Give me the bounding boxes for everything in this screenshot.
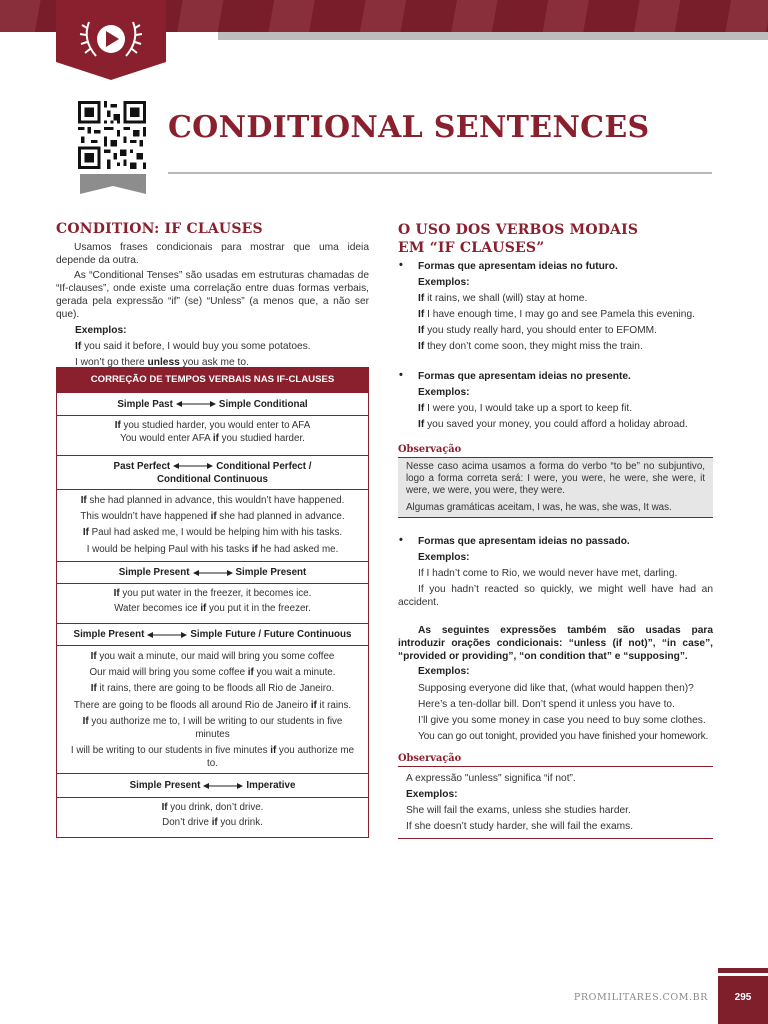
- section-heading: CONDITION: IF CLAUSES: [56, 221, 263, 237]
- double-arrow-icon: [176, 401, 216, 407]
- table-subheader: Simple Past Simple Conditional: [57, 392, 368, 415]
- example-line: If she doesn’t study harder, she will fail the exams.: [406, 821, 634, 832]
- intro-paragraph-1: Usamos frases condicionais para mostrar que uma ideia depende da outra.: [56, 242, 369, 266]
- table-row: If you put water in the freezer, it becomes ice. Water becomes ice if you put it in the freezer.: [57, 583, 368, 623]
- footer-website[interactable]: PROMILITARES.COM.BR: [573, 992, 708, 1003]
- observation-box: [398, 457, 713, 518]
- table-subheader: Simple Present Simple Present: [57, 561, 368, 583]
- example-line: I won’t go there unless you ask me to.: [75, 357, 249, 368]
- table-subheader: Past Perfect Conditional Perfect / Conditional Continuous: [57, 455, 368, 489]
- example-line: If you saved your money, you could afford a holiday abroad.: [418, 419, 688, 430]
- observation-title: Observação: [398, 444, 462, 455]
- table-row: If she had planned in advance, this wouldn’t have happened. This wouldn’t have happened if she had planned in advance. If Paul had asked me, I would be helping him with his tasks. I would be helping Paul with his tasks if he had asked me.: [57, 489, 368, 561]
- future-examples: [398, 276, 713, 353]
- section-heading: O USO DOS VERBOS MODAIS EM “IF CLAUSES”: [398, 222, 639, 256]
- observation-box: [398, 766, 713, 839]
- table-row: If you studied harder, you would enter to AFA You would enter AFA if you studied harder.: [57, 415, 368, 455]
- bullet-future: • Formas que apresentam ideias no futuro.: [398, 260, 713, 273]
- expressions-examples: [398, 665, 713, 743]
- past-examples: [398, 551, 713, 609]
- example-line: If you said it before, I would buy you some potatoes.: [75, 341, 311, 352]
- top-gray-rule: [218, 32, 768, 40]
- table-header: CORREÇÃO DE TEMPOS VERBAIS NAS IF-CLAUSES: [57, 368, 368, 392]
- example-line: If I were you, I would take up a sport to keep fit.: [418, 403, 633, 414]
- example-line: I’ll give you some money in case you need to buy some clothes.: [418, 715, 706, 726]
- left-intro: [56, 221, 369, 369]
- examples-label: Exemplos:: [418, 277, 470, 288]
- observation-text: A expressão "unless" significa “if not”.: [406, 773, 576, 784]
- bullet-past: • Formas que apresentam ideias no passado.: [398, 535, 713, 548]
- bullet-present: • Formas que apresentam ideias no presente.: [398, 370, 713, 383]
- qr-code[interactable]: [78, 101, 146, 169]
- page-number: 295: [718, 976, 768, 1024]
- example-line: If they don’t come soon, they might miss the train.: [418, 341, 643, 352]
- example-line: Here’s a ten-dollar bill. Don’t spend it unless you have to.: [418, 699, 675, 710]
- table-row: If you drink, don’t drive. Don’t drive if you drink.: [57, 797, 368, 837]
- present-examples: [398, 386, 713, 431]
- page-number-accent: [718, 968, 768, 973]
- table-row: If you wait a minute, our maid will bring you some coffee Our maid will bring you some coffee if you wait a minute. If it rains, there are going to be floods all Rio de Janeiro. There are going to be floods all around Rio de Janeiro if it rains. If you authorize me to, I will be writing to our students in five minutes I will be writing to our students in five minutes if you authorize me to.: [57, 645, 368, 773]
- page-title: CONDITIONAL SENTENCES: [168, 110, 650, 145]
- example-line: She will fail the exams, unless she studies harder.: [406, 805, 631, 816]
- double-arrow-icon: [173, 463, 213, 469]
- verb-tense-table: [56, 367, 369, 838]
- video-play-badge[interactable]: [56, 0, 166, 80]
- double-arrow-icon: [193, 570, 233, 576]
- examples-label: Exemplos:: [406, 789, 458, 800]
- expressions-intro: As seguintes expressões também são usadas para introduzir orações condicionais: “unless (if not)”, “in case”, “provided or providing”, “on condition that” e “supposing”.: [398, 625, 713, 662]
- observation-text: Algumas gramáticas aceitam, I was, he was, she was, It was.: [406, 502, 672, 513]
- examples-label: Exemplos:: [418, 552, 470, 563]
- examples-label: Exemplos:: [418, 666, 470, 677]
- observation-text: Nesse caso acima usamos a forma do verbo “to be” no subjuntivo, logo a forma correta será: I were, you were, he were, she were, it were, we were, you were, they were.: [406, 461, 705, 496]
- examples-label: Exemplos:: [75, 325, 127, 336]
- qr-pointer-icon: [80, 174, 146, 194]
- table-subheader: Simple Present Imperative: [57, 773, 368, 797]
- right-column: [398, 221, 713, 839]
- example-line: You can go out tonight, provided you have finished your homework.: [418, 731, 709, 742]
- observation-title: Observação: [398, 753, 462, 764]
- example-line: If it rains, we shall (will) stay at home.: [418, 293, 588, 304]
- table-subheader: Simple Present Simple Future / Future Continuous: [57, 623, 368, 645]
- double-arrow-icon: [203, 783, 243, 789]
- title-divider: [168, 172, 712, 174]
- intro-paragraph-2: As “Conditional Tenses” são usadas em estruturas chamadas de “If-clauses”, onde existe uma correlação entre duas formas verbais, gerada pela expressão “if” (se) “Unless” (a menos que, a não ser que).: [56, 270, 369, 320]
- example-line: Supposing everyone did like that, (what would happen then)?: [418, 683, 694, 694]
- double-arrow-icon: [147, 632, 187, 638]
- example-line: If I have enough time, I may go and see Pamela this evening.: [418, 309, 695, 320]
- example-line: If you hadn’t reacted so quickly, we might well have had an accident.: [398, 584, 713, 608]
- example-line: If I hadn’t come to Rio, we would never have met, darling.: [418, 568, 678, 579]
- examples-label: Exemplos:: [418, 387, 470, 398]
- example-line: If you study really hard, you should enter to EFOMM.: [418, 325, 657, 336]
